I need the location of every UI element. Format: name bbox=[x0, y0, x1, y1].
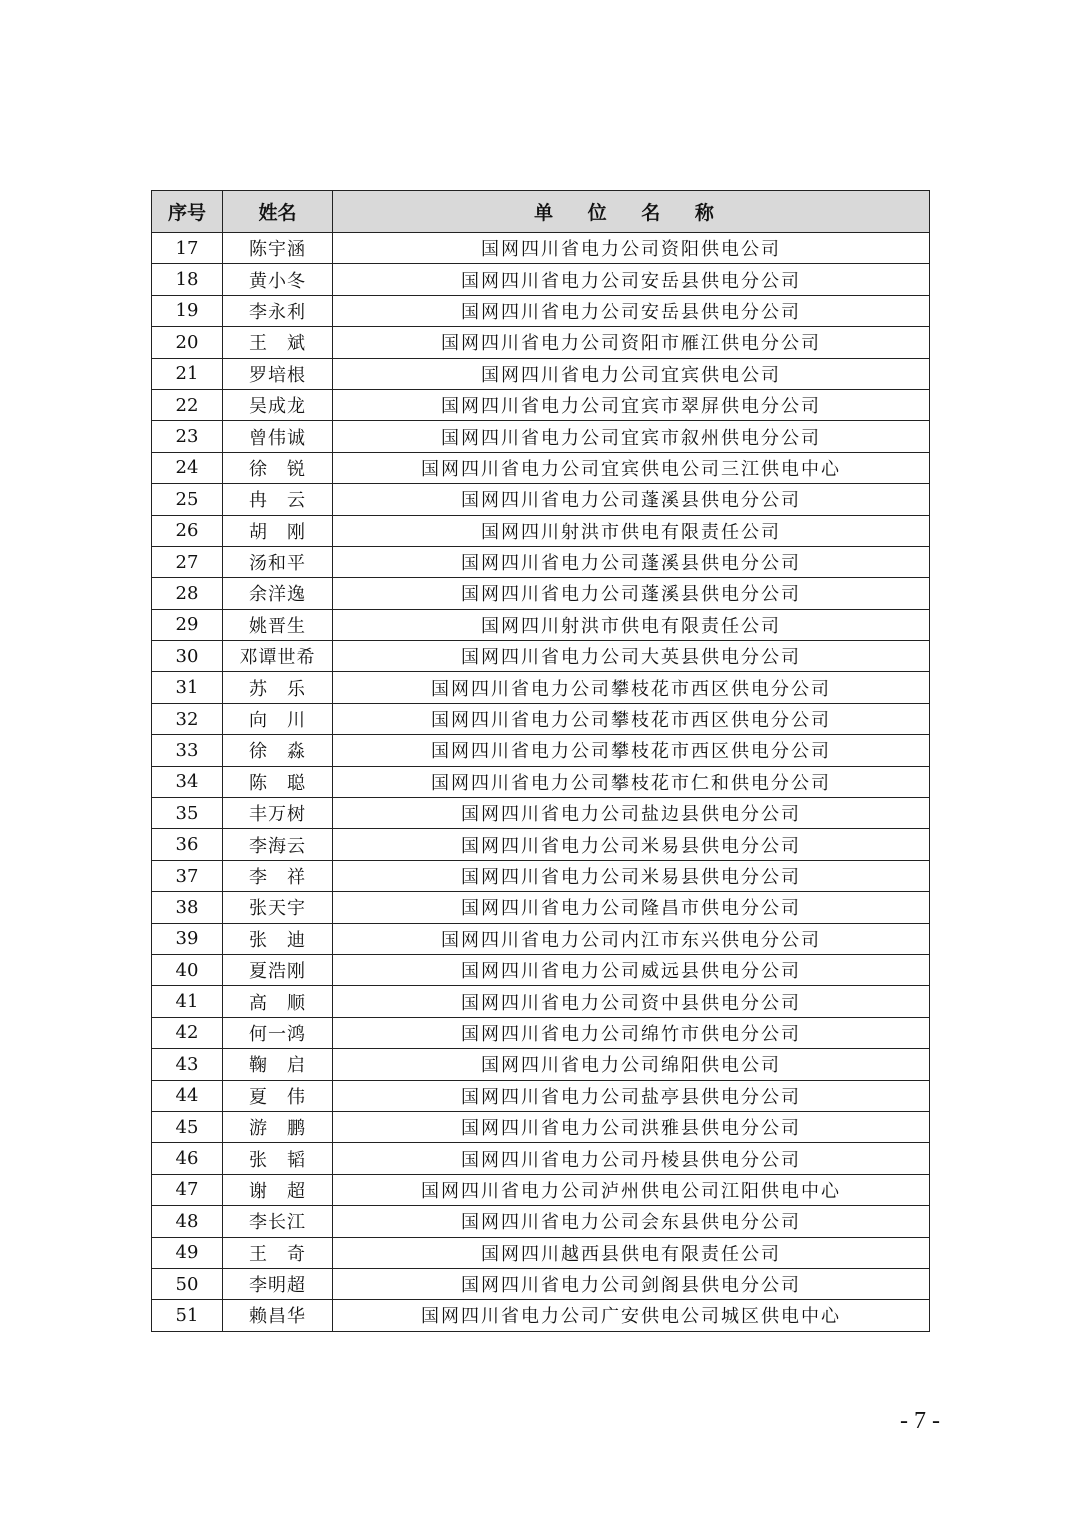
row-index-cell: 50 bbox=[152, 1268, 223, 1299]
row-unit-cell: 国网四川省电力公司资阳市雁江供电分公司 bbox=[333, 327, 930, 358]
row-index-cell: 34 bbox=[152, 766, 223, 797]
row-name-cell: 李长江 bbox=[223, 1206, 333, 1237]
table-row bbox=[152, 1080, 930, 1111]
row-index-cell: 28 bbox=[152, 578, 223, 609]
row-unit-cell: 国网四川省电力公司丹棱县供电分公司 bbox=[333, 1143, 930, 1174]
row-unit-cell: 国网四川省电力公司攀枝花市仁和供电分公司 bbox=[333, 766, 930, 797]
row-name-cell: 曾伟诚 bbox=[223, 421, 333, 452]
table-row bbox=[152, 892, 930, 923]
row-index-cell: 51 bbox=[152, 1300, 223, 1331]
row-name-cell: 陈宇涵 bbox=[223, 233, 333, 264]
table-row bbox=[152, 327, 930, 358]
table-row bbox=[152, 1174, 930, 1205]
table-row bbox=[152, 954, 930, 985]
row-unit-cell: 国网四川射洪市供电有限责任公司 bbox=[333, 515, 930, 546]
table-row bbox=[152, 421, 930, 452]
row-unit-cell: 国网四川省电力公司隆昌市供电分公司 bbox=[333, 892, 930, 923]
table-row bbox=[152, 703, 930, 734]
row-name-cell: 夏 伟 bbox=[223, 1080, 333, 1111]
header-unit-label: 单 位 名 称 bbox=[534, 202, 728, 224]
row-unit-cell: 国网四川省电力公司大英县供电分公司 bbox=[333, 641, 930, 672]
table-row bbox=[152, 641, 930, 672]
header-unit bbox=[333, 191, 930, 233]
table-row bbox=[152, 860, 930, 891]
table-row bbox=[152, 1206, 930, 1237]
row-unit-cell: 国网四川省电力公司盐边县供电分公司 bbox=[333, 798, 930, 829]
header-row bbox=[152, 191, 930, 233]
row-index-cell: 22 bbox=[152, 389, 223, 420]
table-row bbox=[152, 295, 930, 326]
row-unit-cell: 国网四川省电力公司剑阁县供电分公司 bbox=[333, 1268, 930, 1299]
table-row bbox=[152, 923, 930, 954]
row-name-cell: 向 川 bbox=[223, 703, 333, 734]
row-unit-cell: 国网四川省电力公司攀枝花市西区供电分公司 bbox=[333, 735, 930, 766]
row-index-cell: 25 bbox=[152, 484, 223, 515]
table-row bbox=[152, 1300, 930, 1331]
table-row bbox=[152, 1049, 930, 1080]
header-index: 序号 bbox=[152, 191, 223, 233]
table-row bbox=[152, 609, 930, 640]
row-unit-cell: 国网四川省电力公司蓬溪县供电分公司 bbox=[333, 546, 930, 577]
row-unit-cell: 国网四川射洪市供电有限责任公司 bbox=[333, 609, 930, 640]
row-name-cell: 谢 超 bbox=[223, 1174, 333, 1205]
row-index-cell: 18 bbox=[152, 264, 223, 295]
table-row bbox=[152, 233, 930, 264]
table-row bbox=[152, 829, 930, 860]
row-index-cell: 33 bbox=[152, 735, 223, 766]
row-name-cell: 夏浩刚 bbox=[223, 954, 333, 985]
row-name-cell: 余洋逸 bbox=[223, 578, 333, 609]
row-index-cell: 23 bbox=[152, 421, 223, 452]
row-name-cell: 苏 乐 bbox=[223, 672, 333, 703]
row-index-cell: 37 bbox=[152, 860, 223, 891]
row-index-cell: 20 bbox=[152, 327, 223, 358]
row-name-cell: 邓谭世希 bbox=[223, 641, 333, 672]
row-unit-cell: 国网四川省电力公司洪雅县供电分公司 bbox=[333, 1111, 930, 1142]
table-row bbox=[152, 1017, 930, 1048]
row-name-cell: 王 斌 bbox=[223, 327, 333, 358]
row-unit-cell: 国网四川省电力公司攀枝花市西区供电分公司 bbox=[333, 672, 930, 703]
row-name-cell: 李 祥 bbox=[223, 860, 333, 891]
row-unit-cell: 国网四川省电力公司米易县供电分公司 bbox=[333, 829, 930, 860]
row-name-cell: 胡 刚 bbox=[223, 515, 333, 546]
row-index-cell: 36 bbox=[152, 829, 223, 860]
row-unit-cell: 国网四川省电力公司绵竹市供电分公司 bbox=[333, 1017, 930, 1048]
row-unit-cell: 国网四川省电力公司宜宾供电公司三江供电中心 bbox=[333, 452, 930, 483]
table-row bbox=[152, 1111, 930, 1142]
row-unit-cell: 国网四川省电力公司盐亭县供电分公司 bbox=[333, 1080, 930, 1111]
row-index-cell: 44 bbox=[152, 1080, 223, 1111]
table-row bbox=[152, 578, 930, 609]
row-name-cell: 汤和平 bbox=[223, 546, 333, 577]
row-name-cell: 姚晋生 bbox=[223, 609, 333, 640]
row-index-cell: 49 bbox=[152, 1237, 223, 1268]
row-index-cell: 21 bbox=[152, 358, 223, 389]
table-row bbox=[152, 986, 930, 1017]
row-index-cell: 39 bbox=[152, 923, 223, 954]
table-row bbox=[152, 1237, 930, 1268]
row-name-cell: 张 韬 bbox=[223, 1143, 333, 1174]
table-row bbox=[152, 1143, 930, 1174]
row-index-cell: 43 bbox=[152, 1049, 223, 1080]
row-unit-cell: 国网四川省电力公司攀枝花市西区供电分公司 bbox=[333, 703, 930, 734]
row-name-cell: 李海云 bbox=[223, 829, 333, 860]
header-name: 姓名 bbox=[223, 191, 333, 233]
row-name-cell: 徐 锐 bbox=[223, 452, 333, 483]
row-unit-cell: 国网四川省电力公司宜宾市翠屏供电分公司 bbox=[333, 389, 930, 420]
row-unit-cell: 国网四川省电力公司安岳县供电分公司 bbox=[333, 264, 930, 295]
row-index-cell: 26 bbox=[152, 515, 223, 546]
row-name-cell: 李明超 bbox=[223, 1268, 333, 1299]
row-index-cell: 30 bbox=[152, 641, 223, 672]
row-name-cell: 张天宇 bbox=[223, 892, 333, 923]
row-name-cell: 罗培根 bbox=[223, 358, 333, 389]
table-row bbox=[152, 546, 930, 577]
row-unit-cell: 国网四川省电力公司广安供电公司城区供电中心 bbox=[333, 1300, 930, 1331]
row-name-cell: 李永利 bbox=[223, 295, 333, 326]
row-index-cell: 27 bbox=[152, 546, 223, 577]
table-header bbox=[152, 191, 930, 233]
table-row bbox=[152, 264, 930, 295]
table-row bbox=[152, 766, 930, 797]
table-row bbox=[152, 515, 930, 546]
row-index-cell: 46 bbox=[152, 1143, 223, 1174]
roster-table bbox=[151, 190, 930, 1332]
row-index-cell: 40 bbox=[152, 954, 223, 985]
row-unit-cell: 国网四川省电力公司安岳县供电分公司 bbox=[333, 295, 930, 326]
row-index-cell: 38 bbox=[152, 892, 223, 923]
table-row bbox=[152, 672, 930, 703]
row-name-cell: 鞠 启 bbox=[223, 1049, 333, 1080]
table-row bbox=[152, 389, 930, 420]
table-row bbox=[152, 358, 930, 389]
row-unit-cell: 国网四川省电力公司绵阳供电公司 bbox=[333, 1049, 930, 1080]
row-name-cell: 冉 云 bbox=[223, 484, 333, 515]
row-unit-cell: 国网四川省电力公司资中县供电分公司 bbox=[333, 986, 930, 1017]
row-unit-cell: 国网四川越西县供电有限责任公司 bbox=[333, 1237, 930, 1268]
row-index-cell: 42 bbox=[152, 1017, 223, 1048]
page-number: - 7 - bbox=[900, 1408, 940, 1434]
row-index-cell: 32 bbox=[152, 703, 223, 734]
row-name-cell: 高 顺 bbox=[223, 986, 333, 1017]
row-index-cell: 45 bbox=[152, 1111, 223, 1142]
row-unit-cell: 国网四川省电力公司泸州供电公司江阳供电中心 bbox=[333, 1174, 930, 1205]
row-index-cell: 24 bbox=[152, 452, 223, 483]
table-row bbox=[152, 1268, 930, 1299]
row-name-cell: 赖昌华 bbox=[223, 1300, 333, 1331]
row-name-cell: 游 鹏 bbox=[223, 1111, 333, 1142]
row-unit-cell: 国网四川省电力公司蓬溪县供电分公司 bbox=[333, 578, 930, 609]
row-name-cell: 吴成龙 bbox=[223, 389, 333, 420]
row-index-cell: 41 bbox=[152, 986, 223, 1017]
row-unit-cell: 国网四川省电力公司会东县供电分公司 bbox=[333, 1206, 930, 1237]
row-index-cell: 29 bbox=[152, 609, 223, 640]
row-name-cell: 张 迪 bbox=[223, 923, 333, 954]
row-unit-cell: 国网四川省电力公司米易县供电分公司 bbox=[333, 860, 930, 891]
table-row bbox=[152, 798, 930, 829]
row-unit-cell: 国网四川省电力公司威远县供电分公司 bbox=[333, 954, 930, 985]
row-name-cell: 何一鸿 bbox=[223, 1017, 333, 1048]
row-unit-cell: 国网四川省电力公司内江市东兴供电分公司 bbox=[333, 923, 930, 954]
table-row bbox=[152, 452, 930, 483]
row-unit-cell: 国网四川省电力公司宜宾供电公司 bbox=[333, 358, 930, 389]
row-index-cell: 35 bbox=[152, 798, 223, 829]
table-row bbox=[152, 735, 930, 766]
row-index-cell: 48 bbox=[152, 1206, 223, 1237]
row-name-cell: 黄小冬 bbox=[223, 264, 333, 295]
row-index-cell: 19 bbox=[152, 295, 223, 326]
row-name-cell: 徐 淼 bbox=[223, 735, 333, 766]
row-unit-cell: 国网四川省电力公司蓬溪县供电分公司 bbox=[333, 484, 930, 515]
row-index-cell: 47 bbox=[152, 1174, 223, 1205]
row-name-cell: 陈 聪 bbox=[223, 766, 333, 797]
row-name-cell: 丰万树 bbox=[223, 798, 333, 829]
row-name-cell: 王 奇 bbox=[223, 1237, 333, 1268]
row-unit-cell: 国网四川省电力公司宜宾市叙州供电分公司 bbox=[333, 421, 930, 452]
row-index-cell: 17 bbox=[152, 233, 223, 264]
table-body bbox=[152, 233, 930, 1332]
row-index-cell: 31 bbox=[152, 672, 223, 703]
table-row bbox=[152, 484, 930, 515]
row-unit-cell: 国网四川省电力公司资阳供电公司 bbox=[333, 233, 930, 264]
